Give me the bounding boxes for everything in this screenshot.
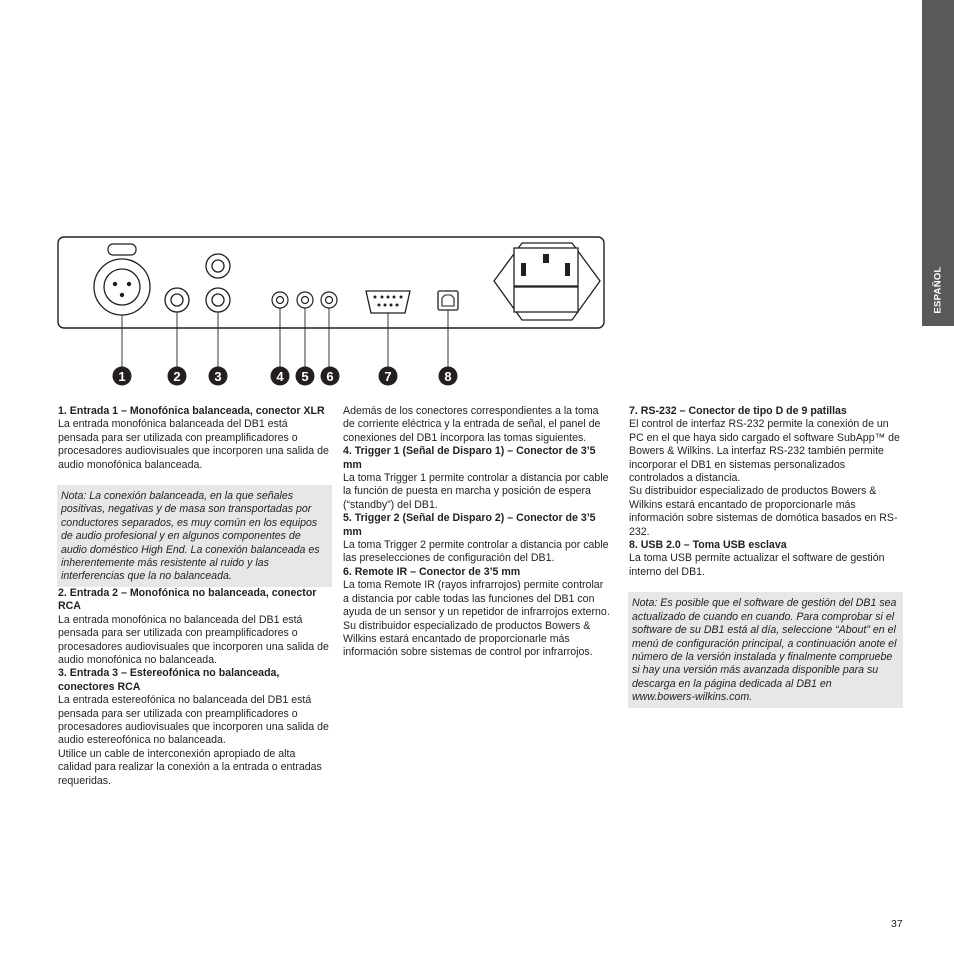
rca-mono-connector: [165, 288, 189, 312]
section-8-body: La toma USB permite actualizar el software de gestión interno del DB1.: [629, 552, 885, 578]
section-6-extra: Su distribuidor especializado de productos Bowers & Wilkins estará encantado de proporcionarle más información sobre sistemas de control por infrarrojos.: [343, 619, 593, 659]
software-note: [628, 592, 903, 707]
software-note-text: Nota: Es posible que el software de gestión del DB1 sea actualizado de cuando en cuando. Para comprobar si el software de su DB1 está al día, seleccione “About” en el menú de configuración principal, a continuación anote el número de la versión instalada y finalmente compruebe si hay una versión más avanzada disponible para su descarga en la página dedicada al DB1 en www.bowers-wilkins.com.: [632, 597, 897, 704]
section-3-extra: Utilice un cable de interconexión apropiado de alta calidad para realizar la conexión a la entrada o entradas requeridas.: [58, 747, 322, 787]
section-2-body: La entrada monofónica no balanceada del DB1 está pensada para ser utilizada con preamplificadores o procesadores audiovisuales que incorporen una salida de audio monofónica no balanceada.: [58, 613, 329, 666]
trigger2-jack: [297, 292, 313, 308]
language-tab-label: ESPAÑOL: [932, 266, 944, 314]
balanced-note-text: Nota: La conexión balanceada, en la que señales positivas, negativas y de masa son transportadas por conductores separados, es muy común en los equipos de audio profesional y en algunos componentes de audio doméstico High End. La conexión balanceada es inherentemente más resistente al ruido y las interferencias que la no balanceada.: [61, 490, 320, 583]
section-4-title: 4. Trigger 1 (Señal de Disparo 1) – Conector de 3’5 mm: [343, 445, 596, 471]
balanced-note: [57, 485, 332, 587]
intro-paragraph: Además de los conectores correspondientes a la toma de corriente eléctrica y la entrada de señal, el panel de conexiones del DB1 incorpora las tomas siguientes.: [343, 405, 601, 444]
section-2-title: 2. Entrada 2 – Monofónica no balanceada, conector RCA: [58, 586, 317, 613]
page-number: 37: [891, 918, 903, 930]
text-column-3: [629, 405, 901, 708]
section-3-body: La entrada estereofónica no balanceada del DB1 está pensada para ser utilizada con preamplificadores o procesadores audiovisuales que incorporen una salida de audio estereofónica no balanceada.: [58, 694, 329, 747]
usb-b-connector: [438, 291, 458, 310]
section-3-title: 3. Entrada 3 – Estereofónica no balanceada, conectores RCA: [58, 667, 280, 693]
section-6-title: 6. Remote IR – Conector de 3’5 mm: [343, 565, 521, 578]
callouts: [113, 367, 458, 386]
callout-2: 2: [173, 369, 181, 384]
section-5-body: La toma Trigger 2 permite controlar a distancia por cable las preselecciones de configuración del DB1.: [343, 539, 609, 565]
callout-4: 4: [276, 369, 284, 384]
text-column-2: [343, 405, 611, 660]
section-1-body: La entrada monofónica balanceada del DB1 está pensada para ser utilizada con preamplificadores o procesadores audiovisuales que incorporen una salida de audio monofónica balanceada.: [58, 418, 329, 471]
section-8-title: 8. USB 2.0 – Toma USB esclava: [629, 539, 787, 552]
callout-7: 7: [384, 369, 392, 384]
callout-3: 3: [214, 369, 222, 384]
text-column-1: [58, 405, 330, 788]
callout-5: 5: [301, 369, 309, 384]
callout-6: 6: [326, 369, 334, 384]
callout-1: 1: [118, 369, 126, 384]
rs232-connector: [366, 291, 410, 313]
callout-8: 8: [444, 369, 452, 384]
section-4-body: La toma Trigger 1 permite controlar a distancia por cable la función de puesta en marcha y posición de espera (“standby”) del DB1.: [343, 472, 609, 511]
section-6-body: La toma Remote IR (rayos infrarrojos) permite controlar a distancia por cable todas las funciones del DB1 con ayuda de un sensor y un repetidor de infrarrojos externo.: [343, 579, 610, 619]
section-1-title: 1. Entrada 1 – Monofónica balanceada, conector XLR: [58, 405, 325, 417]
section-7-extra: Su distribuidor especializado de productos Bowers & Wilkins estará encantado de proporcionarle más información sobre sistemas de domótica basados en RS-232.: [629, 485, 898, 538]
remote-ir-jack: [321, 292, 337, 308]
section-5-title: 5. Trigger 2 (Señal de Disparo 2) – Conector de 3’5 mm: [343, 512, 596, 538]
trigger1-jack: [272, 292, 288, 308]
rear-panel-diagram: [0, 0, 954, 400]
section-7-body: El control de interfaz RS-232 permite la conexión de un PC en el que haya sido cargado el software SubApp™ de Bowers & Wilkins. La interfaz RS-232 también permite incorporar el DB1 en sistemas personalizados controlados a distancia.: [629, 418, 900, 485]
section-7-title: 7. RS-232 – Conector de tipo D de 9 patillas: [629, 405, 847, 417]
